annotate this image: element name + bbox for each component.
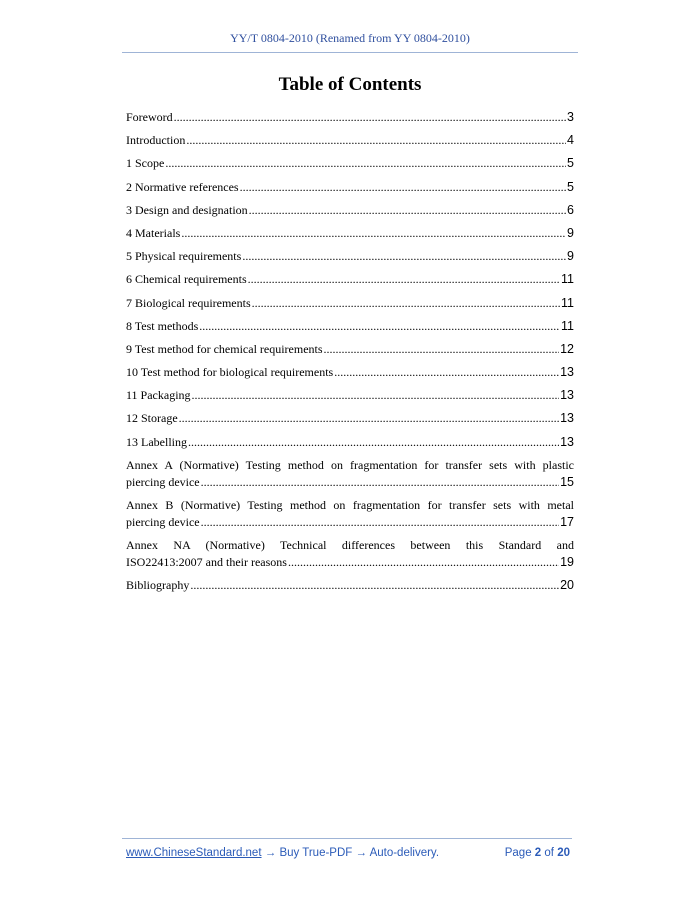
toc-entry-label: Foreword <box>126 110 173 124</box>
dot-leader <box>186 132 566 148</box>
toc-entry-biological-requirements[interactable] <box>126 295 574 311</box>
dot-leader <box>252 295 560 311</box>
site-link[interactable]: www.ChineseStandard.net <box>126 847 262 859</box>
toc-entry-page: 12 <box>560 341 574 356</box>
dot-leader <box>242 248 566 264</box>
dot-leader <box>190 577 559 593</box>
dot-leader <box>288 554 559 570</box>
page-title: Table of Contents <box>278 74 422 95</box>
dot-leader <box>249 202 566 218</box>
toc-entry-label-cont: ISO22413:2007 and their reasons <box>126 555 287 570</box>
toc-entry-label: 3 Design and designation <box>126 202 248 217</box>
toc-entry-annex-a[interactable] <box>126 457 574 490</box>
toc-entry-label: 7 Biological requirements <box>126 295 251 310</box>
toc-entry-materials[interactable] <box>126 225 574 241</box>
toc-entry-page: 11 <box>561 272 574 287</box>
toc-entry-storage[interactable] <box>126 410 574 426</box>
dot-leader <box>334 364 559 380</box>
toc-entry-page: 13 <box>560 388 574 403</box>
toc-entry-label: Annex A (Normative) Testing method on fragmentation for transfer sets with plastic <box>126 457 574 472</box>
toc-entry-label-cont: piercing device <box>126 515 200 529</box>
toc-entry-chemical-requirements[interactable] <box>126 271 574 287</box>
toc-entry-label: 4 Materials <box>126 225 181 240</box>
toc-entry-page: 15 <box>560 474 574 489</box>
dot-leader <box>174 109 566 125</box>
auto-delivery-text: Auto-delivery. <box>369 847 440 859</box>
toc-entry-page: 5 <box>567 179 574 194</box>
toc-list <box>126 109 574 601</box>
page-footer <box>126 847 570 859</box>
toc-entry-packaging[interactable] <box>126 387 574 403</box>
toc-entry-label: 8 Test methods <box>126 318 199 333</box>
page-total: 20 <box>557 847 570 859</box>
dot-leader <box>248 271 560 287</box>
toc-entry-page: 9 <box>567 225 574 240</box>
dot-leader <box>181 225 566 241</box>
toc-entry-test-methods[interactable] <box>126 318 574 334</box>
toc-entry-label: 1 Scope <box>126 156 165 171</box>
toc-entry-introduction[interactable] <box>126 132 574 148</box>
dot-leader <box>240 179 566 195</box>
dot-leader <box>165 155 566 171</box>
toc-entry-annex-na[interactable] <box>126 537 574 570</box>
toc-entry-bibliography[interactable] <box>126 577 574 593</box>
toc-entry-physical-requirements[interactable] <box>126 248 574 264</box>
footer-divider <box>122 838 572 839</box>
arrow-right-icon: → <box>355 847 367 859</box>
toc-entry-label: Annex B (Normative) Testing method on fragmentation for transfer sets with metal <box>126 498 574 512</box>
toc-entry-label: 5 Physical requirements <box>126 249 242 264</box>
dot-leader <box>201 474 559 490</box>
dot-leader <box>201 514 559 530</box>
page-counter <box>505 847 570 859</box>
toc-entry-page: 3 <box>567 110 574 124</box>
dot-leader <box>188 434 559 450</box>
toc-entry-test-method-chemical[interactable] <box>126 341 574 357</box>
page-of: of <box>544 847 554 859</box>
toc-entry-normative-references[interactable] <box>126 179 574 195</box>
toc-entry-page: 6 <box>567 202 574 217</box>
toc-entry-label: 9 Test method for chemical requirements <box>126 341 323 356</box>
page-word: Page <box>504 847 532 859</box>
toc-entry-foreword[interactable] <box>126 109 574 125</box>
toc-entry-labelling[interactable] <box>126 434 574 450</box>
toc-entry-label: 13 Labelling <box>126 434 187 449</box>
page-current: 2 <box>534 847 542 859</box>
toc-entry-design-designation[interactable] <box>126 202 574 218</box>
toc-entry-annex-b[interactable] <box>126 497 574 530</box>
toc-entry-page: 4 <box>567 133 574 148</box>
toc-entry-label: 2 Normative references <box>126 179 239 194</box>
arrow-right-icon: → <box>264 847 277 859</box>
toc-entry-label-cont: piercing device <box>126 474 200 489</box>
toc-entry-label: Annex NA (Normative) Technical differences between this Standard and <box>126 538 574 553</box>
toc-entry-label: 6 Chemical requirements <box>126 272 247 287</box>
toc-entry-page: 11 <box>561 295 574 310</box>
toc-entry-label: Introduction <box>126 133 186 148</box>
dot-leader <box>179 410 559 426</box>
buy-pdf-text: Buy True-PDF <box>279 847 353 859</box>
header-divider <box>122 52 578 53</box>
dot-leader <box>324 341 560 357</box>
toc-entry-page: 17 <box>560 515 574 529</box>
toc-entry-page: 13 <box>560 365 574 380</box>
toc-entry-page: 11 <box>561 318 574 333</box>
dot-leader <box>199 318 560 334</box>
toc-entry-label: 12 Storage <box>126 411 178 426</box>
toc-entry-label: Bibliography <box>126 578 190 593</box>
toc-entry-page: 9 <box>567 249 574 264</box>
toc-entry-label: 11 Packaging <box>126 388 191 403</box>
running-header: YY/T 0804-2010 (Renamed from YY 0804-2010) <box>230 31 470 45</box>
toc-entry-test-method-biological[interactable] <box>126 364 574 380</box>
toc-entry-page: 13 <box>560 411 574 426</box>
toc-entry-page: 19 <box>560 555 574 570</box>
footer-promo <box>126 847 439 859</box>
toc-entry-page: 13 <box>560 434 574 449</box>
toc-entry-scope[interactable] <box>126 155 574 171</box>
dot-leader <box>192 387 560 403</box>
toc-entry-label: 10 Test method for biological requirements <box>126 365 334 380</box>
toc-entry-page: 5 <box>567 156 574 171</box>
toc-entry-page: 20 <box>560 578 574 593</box>
